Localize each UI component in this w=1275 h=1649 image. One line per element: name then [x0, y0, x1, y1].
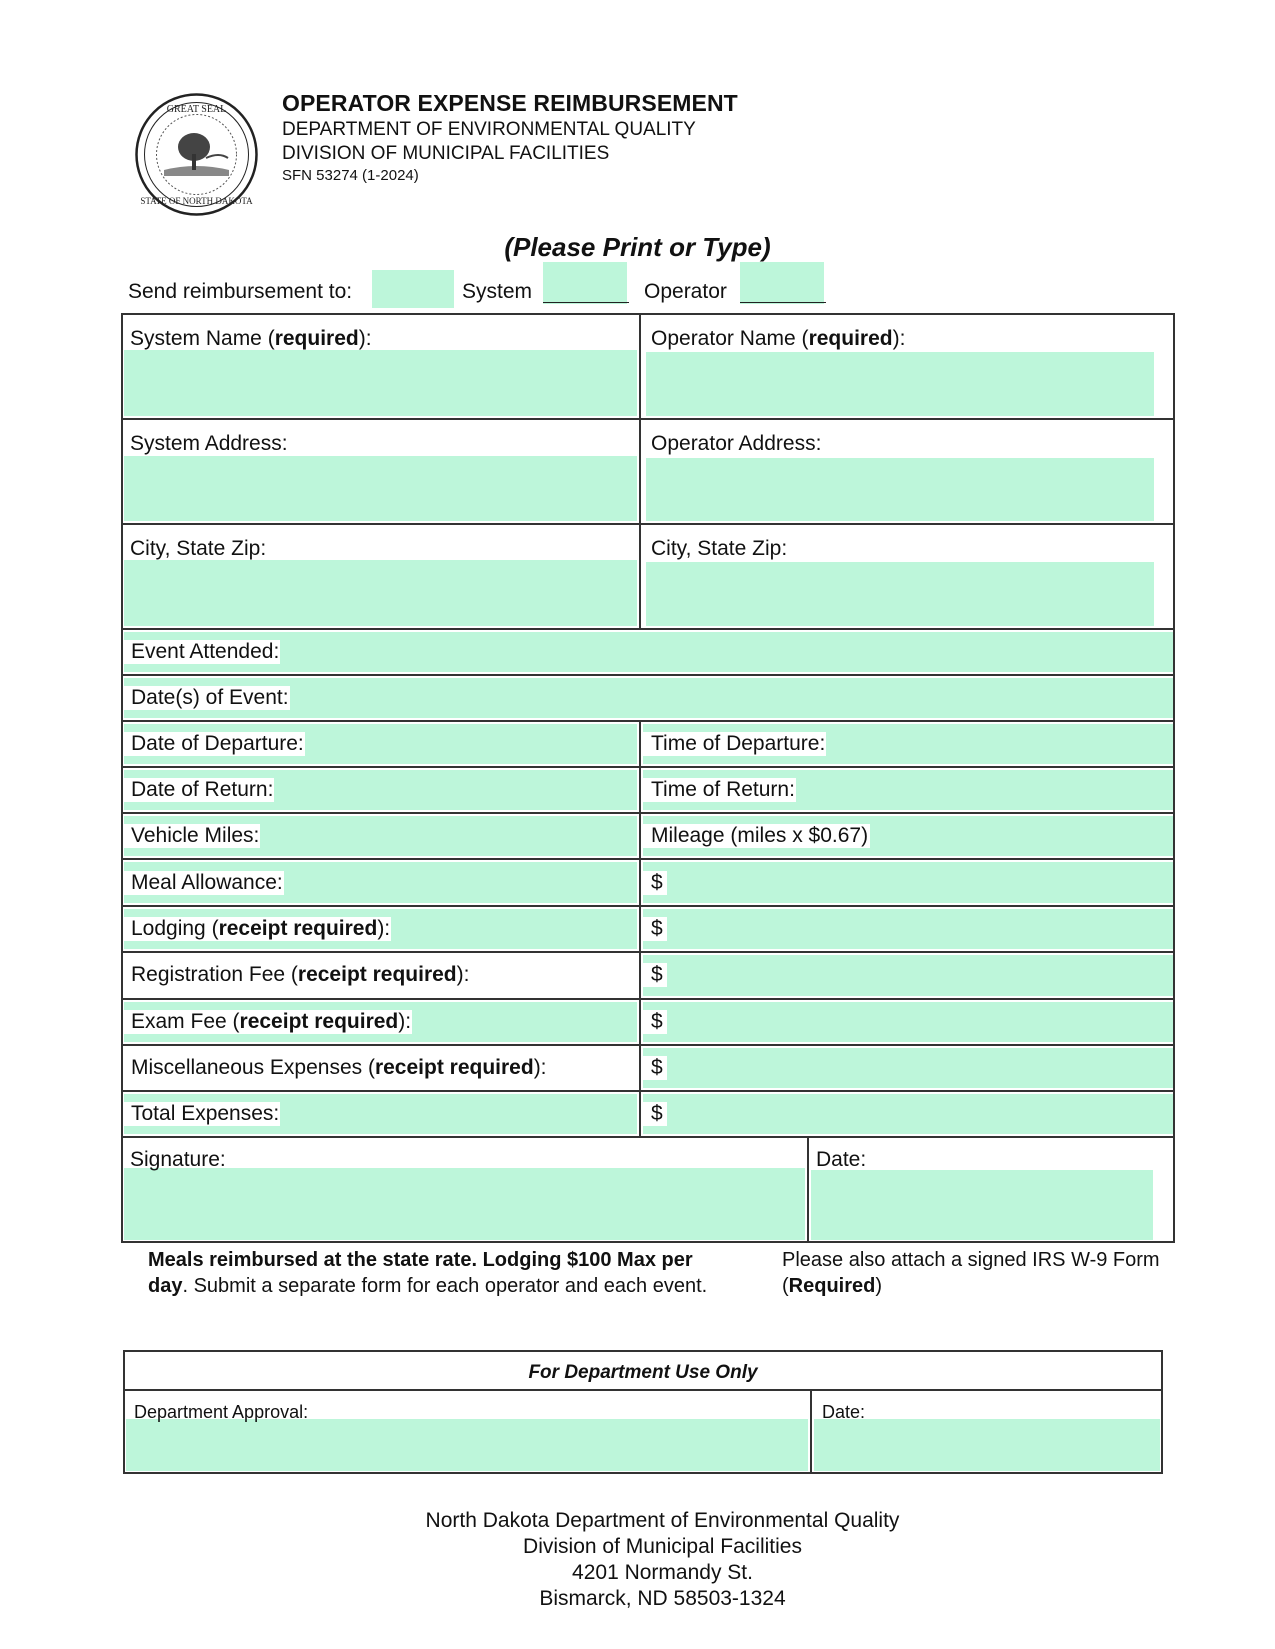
- system-city-state-zip-label: City, State Zip:: [130, 537, 267, 560]
- departure-date-label: Date of Departure:: [124, 732, 305, 756]
- send-to-label: Send reimbursement to:: [128, 280, 353, 303]
- footer-address: [0, 1508, 1275, 1612]
- state-seal-icon: [134, 92, 259, 217]
- operator-address-input[interactable]: [646, 458, 1154, 521]
- exam-fee-label: Exam Fee (receipt required):: [124, 1010, 412, 1034]
- footer-agency: North Dakota Department of Environmental Quality: [425, 1509, 900, 1532]
- signature-label: Signature:: [130, 1148, 226, 1171]
- operator-city-state-zip-label: City, State Zip:: [651, 537, 788, 560]
- operator-name-label: Operator Name (required):: [651, 327, 906, 350]
- total-expenses-label: Total Expenses:: [124, 1102, 280, 1126]
- department-date-input[interactable]: [814, 1419, 1160, 1471]
- svg-text:GREAT SEAL: GREAT SEAL: [166, 104, 227, 115]
- department-approval-label: Department Approval:: [134, 1402, 309, 1422]
- form-title: OPERATOR EXPENSE REIMBURSEMENT: [282, 90, 738, 116]
- department-name: DEPARTMENT OF ENVIRONMENTAL QUALITY: [282, 119, 696, 140]
- mileage-label: Mileage (miles x $0.67): [643, 824, 870, 848]
- footer-division: Division of Municipal Facilities: [523, 1535, 802, 1558]
- form-number: SFN 53274 (1-2024): [282, 167, 419, 184]
- total-expenses-amount-input[interactable]: [643, 1094, 1173, 1134]
- vehicle-miles-label: Vehicle Miles:: [124, 824, 260, 848]
- currency-symbol: $: [643, 1102, 667, 1126]
- registration-fee-label: Registration Fee (receipt required):: [124, 963, 470, 987]
- department-date-label: Date:: [822, 1402, 866, 1422]
- department-approval-input[interactable]: [126, 1419, 808, 1471]
- system-city-state-zip-input[interactable]: [124, 560, 637, 626]
- misc-expenses-amount-input[interactable]: [643, 1048, 1173, 1088]
- print-instruction: (Please Print or Type): [504, 232, 771, 262]
- misc-expenses-label: Miscellaneous Expenses (receipt required):: [124, 1056, 548, 1080]
- currency-symbol: $: [643, 1010, 667, 1034]
- footer-city: Bismarck, ND 58503-1324: [539, 1587, 786, 1610]
- return-date-label: Date of Return:: [124, 778, 274, 802]
- event-attended-label: Event Attended:: [124, 640, 280, 664]
- system-name-label: System Name (required):: [130, 327, 372, 350]
- department-use-title: For Department Use Only: [528, 1362, 758, 1383]
- lodging-amount-input[interactable]: [643, 909, 1173, 949]
- system-name-input[interactable]: [124, 350, 637, 416]
- footer-street: 4201 Normandy St.: [572, 1561, 753, 1584]
- currency-symbol: $: [643, 963, 667, 987]
- reimbursement-note: Meals reimbursed at the state rate. Lodging $100 Max per day. Submit a separate form for each operator and each event.: [148, 1249, 708, 1297]
- return-time-label: Time of Return:: [643, 778, 796, 802]
- lodging-label: Lodging (receipt required):: [124, 917, 391, 941]
- signature-date-input[interactable]: [811, 1170, 1153, 1240]
- system-option-field[interactable]: [543, 262, 627, 304]
- currency-symbol: $: [643, 871, 667, 895]
- registration-fee-amount-input[interactable]: [643, 955, 1173, 996]
- system-option-label: System: [462, 280, 533, 303]
- operator-city-state-zip-input[interactable]: [646, 562, 1154, 626]
- division-name: DIVISION OF MUNICIPAL FACILITIES: [282, 143, 610, 164]
- signature-date-label: Date:: [816, 1148, 867, 1171]
- departure-time-label: Time of Departure:: [643, 732, 826, 756]
- meal-allowance-amount-input[interactable]: [643, 862, 1173, 903]
- operator-name-input[interactable]: [646, 352, 1154, 416]
- currency-symbol: $: [643, 1056, 667, 1080]
- event-attended-input[interactable]: [124, 632, 1173, 672]
- operator-address-label: Operator Address:: [651, 432, 822, 455]
- signature-input[interactable]: [124, 1168, 805, 1240]
- currency-symbol: $: [643, 917, 667, 941]
- system-address-label: System Address:: [130, 432, 288, 455]
- send-to-field[interactable]: [372, 270, 454, 308]
- operator-option-label: Operator: [644, 280, 727, 303]
- event-dates-label: Date(s) of Event:: [124, 686, 290, 710]
- svg-text:STATE OF NORTH DAKOTA: STATE OF NORTH DAKOTA: [140, 196, 253, 206]
- meal-allowance-label: Meal Allowance:: [124, 871, 284, 895]
- exam-fee-amount-input[interactable]: [643, 1002, 1173, 1042]
- w9-note: Please also attach a signed IRS W-9 Form (Required): [782, 1249, 1160, 1297]
- operator-option-field[interactable]: [740, 262, 824, 304]
- system-address-input[interactable]: [124, 456, 637, 521]
